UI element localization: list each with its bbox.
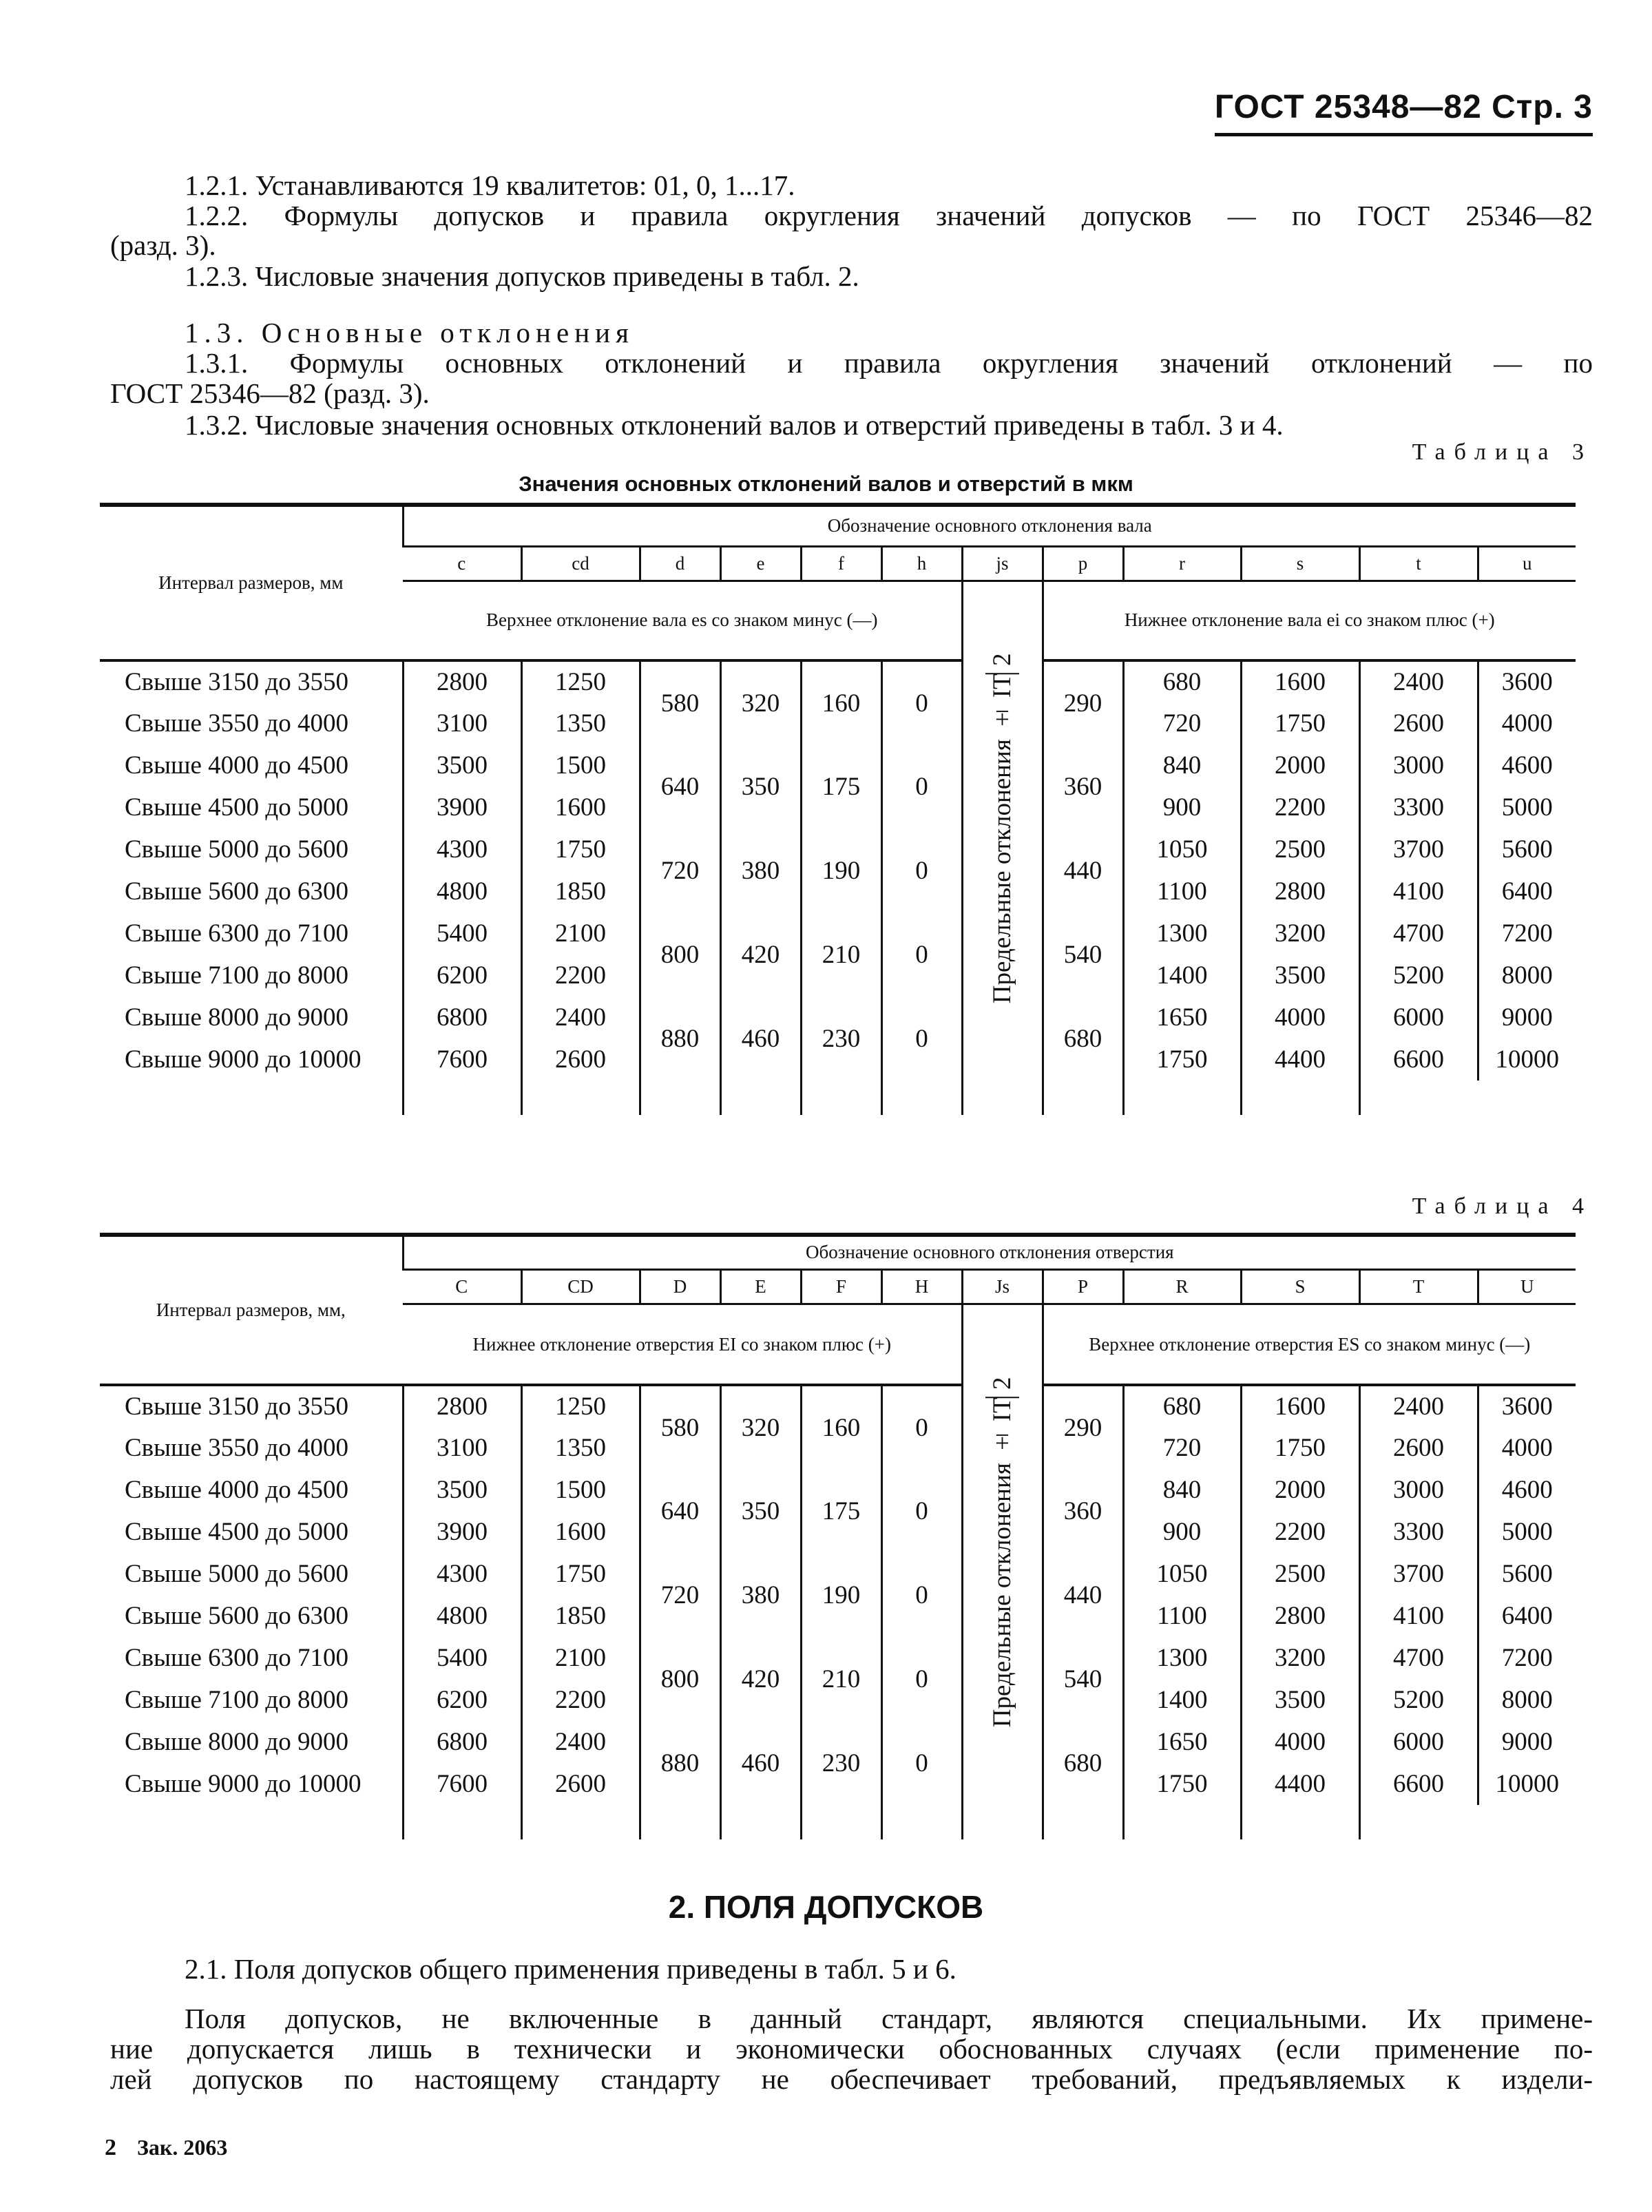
col-T: T: [1359, 1269, 1478, 1304]
paragraph-1-2-2: 1.2.2. Формулы допусков и правила округления значений допусков — по ГОСТ 25346—82: [185, 200, 1593, 231]
spacer-cell: [403, 1805, 521, 1839]
paragraph-1-3-1: 1.3.1. Формулы основных отклонений и правила округления значений отклонений — по: [185, 347, 1593, 379]
r-cell: 1100: [1123, 870, 1241, 912]
d-cell: 800: [640, 912, 720, 997]
p-cell: 290: [1043, 1385, 1123, 1469]
c-cell: 3900: [403, 786, 521, 828]
c-cell: 7600: [403, 1039, 521, 1081]
spacer-cell: [1123, 1805, 1241, 1839]
u-cell: 5600: [1478, 828, 1576, 870]
cd-cell: 2100: [521, 912, 640, 954]
c-cell: 7600: [403, 1763, 521, 1805]
r-cell: 1400: [1123, 954, 1241, 997]
paragraph-2-2-line3: лей допусков по настоящему стандарту не обеспечивает требований, предъявляемых к издели-: [110, 2063, 1593, 2095]
c-cell: 3100: [403, 702, 521, 744]
t-cell: 3700: [1359, 828, 1478, 870]
paragraph-2-1: 2.1. Поля допусков общего применения приведены в табл. 5 и 6.: [185, 1953, 956, 1985]
table-row: [100, 828, 1576, 870]
cd-cell: 1250: [521, 1385, 640, 1427]
f-cell: 230: [801, 1721, 881, 1805]
h-cell: 0: [881, 828, 962, 912]
u-cell: 4600: [1478, 1469, 1576, 1511]
table3-caption: Значения основных отклонений валов и отверстий в мкм: [519, 472, 1133, 496]
p-cell: 360: [1043, 744, 1123, 828]
interval-cell: Свыше 3550 до 4000: [125, 709, 348, 738]
col-cd: cd: [521, 546, 640, 581]
table-row: [100, 997, 1576, 1039]
t-cell: 6000: [1359, 1721, 1478, 1763]
spacer-cell: [801, 1081, 881, 1115]
t-cell: 4700: [1359, 1637, 1478, 1679]
s-cell: 1600: [1241, 1385, 1359, 1427]
t-cell: 2400: [1359, 660, 1478, 702]
spacer-cell: [1359, 1805, 1478, 1839]
e-cell: 420: [720, 912, 801, 997]
t-cell: 3000: [1359, 744, 1478, 786]
spacer-cell: [403, 1081, 521, 1115]
js-text: Предельные отклонения ±: [988, 1428, 1016, 1728]
e-cell: 350: [720, 744, 801, 828]
spacer-cell: [1241, 1805, 1359, 1839]
s-cell: 2800: [1241, 1595, 1359, 1637]
paragraph-1-2-1: 1.2.1. Устанавливаются 19 квалитетов: 01, 0, 1...17.: [185, 169, 795, 201]
cd-cell: 2200: [521, 954, 640, 997]
t-cell: 2600: [1359, 702, 1478, 744]
interval-cell: Свыше 3150 до 3550: [125, 1392, 348, 1421]
spacer-cell: [881, 1081, 962, 1115]
col-t: t: [1359, 546, 1478, 581]
section-2-title: 2. ПОЛЯ ДОПУСКОВ: [668, 1889, 984, 1925]
interval-cell: Свыше 7100 до 8000: [125, 1686, 348, 1714]
spacer-cell: [640, 1805, 720, 1839]
u-cell: 6400: [1478, 870, 1576, 912]
col-r: r: [1123, 546, 1241, 581]
h-cell: 0: [881, 1637, 962, 1721]
f-cell: 160: [801, 660, 881, 744]
c-cell: 4800: [403, 870, 521, 912]
h-cell: 0: [881, 912, 962, 997]
cd-cell: 1750: [521, 1553, 640, 1595]
r-cell: 840: [1123, 1469, 1241, 1511]
cd-cell: 1250: [521, 660, 640, 702]
t-cell: 3000: [1359, 1469, 1478, 1511]
f-cell: 175: [801, 744, 881, 828]
c-cell: 5400: [403, 1637, 521, 1679]
interval-cell: Свыше 6300 до 7100: [125, 1644, 348, 1672]
r-cell: 900: [1123, 1511, 1241, 1553]
cd-cell: 2400: [521, 997, 640, 1039]
table3-label: Таблица 3: [1412, 439, 1593, 465]
cd-cell: 1850: [521, 1595, 640, 1637]
col-C: C: [403, 1269, 521, 1304]
order-number: Зак. 2063: [137, 2135, 228, 2160]
col-H: H: [881, 1269, 962, 1304]
h-cell: 0: [881, 1721, 962, 1805]
c-cell: 2800: [403, 660, 521, 702]
h-cell: 0: [881, 1469, 962, 1553]
r-cell: 1650: [1123, 1721, 1241, 1763]
cd-cell: 1500: [521, 1469, 640, 1511]
u-cell: 4000: [1478, 1427, 1576, 1469]
js-fraction: IT 2: [987, 654, 1017, 698]
t-cell: 3300: [1359, 786, 1478, 828]
s-cell: 2200: [1241, 786, 1359, 828]
col-U: U: [1478, 1269, 1576, 1304]
u-cell: 9000: [1478, 997, 1576, 1039]
c-cell: 6800: [403, 1721, 521, 1763]
t-cell: 4100: [1359, 870, 1478, 912]
col-d: d: [640, 546, 720, 581]
r-cell: 720: [1123, 702, 1241, 744]
cd-cell: 2600: [521, 1763, 640, 1805]
cd-cell: 2400: [521, 1721, 640, 1763]
spacer-cell: [521, 1805, 640, 1839]
col-s: s: [1241, 546, 1359, 581]
d-cell: 720: [640, 828, 720, 912]
table-3: [100, 503, 1576, 1115]
interval-cell: Свыше 9000 до 10000: [125, 1770, 362, 1798]
c-cell: 6200: [403, 1679, 521, 1721]
s-cell: 3200: [1241, 1637, 1359, 1679]
u-cell: 8000: [1478, 954, 1576, 997]
t-cell: 4100: [1359, 1595, 1478, 1637]
spacer-cell: [1043, 1805, 1123, 1839]
spacer-cell: [962, 1081, 1043, 1115]
spacer-cell: [962, 1805, 1043, 1839]
r-cell: 720: [1123, 1427, 1241, 1469]
table-row: [100, 660, 1576, 702]
r-cell: 840: [1123, 744, 1241, 786]
p-cell: 680: [1043, 1721, 1123, 1805]
js-fraction: IT 2: [987, 1377, 1017, 1422]
spacer-cell: [521, 1081, 640, 1115]
c-cell: 3900: [403, 1511, 521, 1553]
col-P: P: [1043, 1269, 1123, 1304]
h-cell: 0: [881, 1385, 962, 1469]
u-cell: 5600: [1478, 1553, 1576, 1595]
interval-cell: Свыше 4500 до 5000: [125, 1518, 348, 1546]
r-cell: 1100: [1123, 1595, 1241, 1637]
col-F: F: [801, 1269, 881, 1304]
d-cell: 640: [640, 744, 720, 828]
f-cell: 230: [801, 997, 881, 1081]
cd-cell: 1600: [521, 1511, 640, 1553]
col-e: e: [720, 546, 801, 581]
col-E: E: [720, 1269, 801, 1304]
table-row: [100, 1553, 1576, 1595]
cd-cell: 1350: [521, 702, 640, 744]
page-header: ГОСТ 25348—82 Стр. 3: [1215, 88, 1593, 136]
page-number: 2: [105, 2135, 116, 2160]
cd-cell: 2600: [521, 1039, 640, 1081]
c-cell: 3500: [403, 744, 521, 786]
f-cell: 175: [801, 1469, 881, 1553]
s-cell: 2000: [1241, 1469, 1359, 1511]
t-cell: 3700: [1359, 1553, 1478, 1595]
interval-cell: Свыше 4000 до 4500: [125, 1476, 348, 1504]
c-cell: 3500: [403, 1469, 521, 1511]
u-cell: 3600: [1478, 1385, 1576, 1427]
p-cell: 440: [1043, 1553, 1123, 1637]
d-cell: 880: [640, 997, 720, 1081]
group-header: Обозначение основного отклонения отверстия: [403, 1235, 1576, 1269]
table-4: [100, 1233, 1576, 1839]
table-row: [100, 1385, 1576, 1427]
interval-cell: Свыше 5600 до 6300: [125, 1602, 348, 1630]
col-p: p: [1043, 546, 1123, 581]
interval-cell: Свыше 3550 до 4000: [125, 1434, 348, 1462]
e-cell: 320: [720, 660, 801, 744]
c-cell: 4300: [403, 828, 521, 870]
f-cell: 190: [801, 828, 881, 912]
t-cell: 2600: [1359, 1427, 1478, 1469]
u-cell: 4000: [1478, 702, 1576, 744]
t-cell: 3300: [1359, 1511, 1478, 1553]
t-cell: 5200: [1359, 1679, 1478, 1721]
cd-cell: 1600: [521, 786, 640, 828]
t-cell: 5200: [1359, 954, 1478, 997]
table-row-spacer: [100, 1805, 1576, 1839]
col-h: h: [881, 546, 962, 581]
r-cell: 1750: [1123, 1763, 1241, 1805]
h-cell: 0: [881, 1553, 962, 1637]
h-cell: 0: [881, 997, 962, 1081]
t-cell: 4700: [1359, 912, 1478, 954]
p-cell: 290: [1043, 660, 1123, 744]
spacer-cell: [881, 1805, 962, 1839]
d-cell: 800: [640, 1637, 720, 1721]
r-cell: 1050: [1123, 828, 1241, 870]
cd-cell: 2200: [521, 1679, 640, 1721]
spacer-cell: [100, 1081, 403, 1115]
s-cell: 2500: [1241, 828, 1359, 870]
col-Js: Js: [962, 1269, 1043, 1304]
f-cell: 210: [801, 912, 881, 997]
s-cell: 4400: [1241, 1039, 1359, 1081]
col-js: js: [962, 546, 1043, 581]
u-cell: 10000: [1478, 1763, 1576, 1805]
p-cell: 540: [1043, 912, 1123, 997]
e-cell: 380: [720, 828, 801, 912]
p-cell: 440: [1043, 828, 1123, 912]
u-cell: 3600: [1478, 660, 1576, 702]
r-cell: 1300: [1123, 1637, 1241, 1679]
r-cell: 680: [1123, 1385, 1241, 1427]
s-cell: 1750: [1241, 702, 1359, 744]
col-f: f: [801, 546, 881, 581]
u-cell: 5000: [1478, 1511, 1576, 1553]
lower-deviation-note: Нижнее отклонение вала ei со знаком плюс (+): [1043, 581, 1576, 660]
s-cell: 4000: [1241, 1721, 1359, 1763]
e-cell: 460: [720, 997, 801, 1081]
interval-cell: Свыше 8000 до 9000: [125, 1728, 348, 1756]
lower-deviation-note: Верхнее отклонение отверстия ES со знаком минус (—): [1043, 1304, 1576, 1385]
js-column: [962, 1304, 1043, 1805]
s-cell: 4000: [1241, 997, 1359, 1039]
s-cell: 2000: [1241, 744, 1359, 786]
paragraph-1-3-1-cont: ГОСТ 25346—82 (разд. 3).: [110, 377, 430, 409]
s-cell: 2500: [1241, 1553, 1359, 1595]
cd-cell: 1850: [521, 870, 640, 912]
interval-cell: Свыше 3150 до 3550: [125, 668, 348, 696]
interval-header: Интервал размеров, мм,: [100, 1235, 403, 1385]
cd-cell: 1350: [521, 1427, 640, 1469]
r-cell: 680: [1123, 660, 1241, 702]
interval-cell: Свыше 4500 до 5000: [125, 793, 348, 822]
u-cell: 5000: [1478, 786, 1576, 828]
u-cell: 10000: [1478, 1039, 1576, 1081]
u-cell: 7200: [1478, 912, 1576, 954]
r-cell: 1750: [1123, 1039, 1241, 1081]
p-cell: 360: [1043, 1469, 1123, 1553]
c-cell: 4300: [403, 1553, 521, 1595]
interval-cell: Свыше 4000 до 4500: [125, 751, 348, 780]
h-cell: 0: [881, 744, 962, 828]
u-cell: 4600: [1478, 744, 1576, 786]
col-D: D: [640, 1269, 720, 1304]
interval-cell: Свыше 7100 до 8000: [125, 961, 348, 990]
table-row: [100, 1469, 1576, 1511]
table-row: [100, 912, 1576, 954]
col-u: u: [1478, 546, 1576, 581]
u-cell: 6400: [1478, 1595, 1576, 1637]
r-cell: 1400: [1123, 1679, 1241, 1721]
s-cell: 2800: [1241, 870, 1359, 912]
d-cell: 880: [640, 1721, 720, 1805]
interval-cell: Свыше 6300 до 7100: [125, 919, 348, 948]
e-cell: 380: [720, 1553, 801, 1637]
upper-deviation-note: Верхнее отклонение вала es со знаком минус (—): [403, 581, 962, 660]
t-cell: 6600: [1359, 1763, 1478, 1805]
t-cell: 6600: [1359, 1039, 1478, 1081]
js-column: [962, 581, 1043, 1081]
s-cell: 1750: [1241, 1427, 1359, 1469]
col-c: c: [403, 546, 521, 581]
r-cell: 1050: [1123, 1553, 1241, 1595]
js-text: Предельные отклонения ±: [988, 705, 1016, 1004]
c-cell: 4800: [403, 1595, 521, 1637]
interval-cell: Свыше 8000 до 9000: [125, 1003, 348, 1032]
c-cell: 6800: [403, 997, 521, 1039]
s-cell: 3500: [1241, 954, 1359, 997]
f-cell: 190: [801, 1553, 881, 1637]
spacer-cell: [100, 1805, 403, 1839]
spacer-cell: [720, 1805, 801, 1839]
u-cell: 8000: [1478, 1679, 1576, 1721]
c-cell: 6200: [403, 954, 521, 997]
page-footer: [105, 2135, 227, 2161]
cd-cell: 2100: [521, 1637, 640, 1679]
paragraph-1-3-2: 1.3.2. Числовые значения основных отклонений валов и отверстий приведены в табл. 3 и 4.: [185, 409, 1284, 441]
c-cell: 2800: [403, 1385, 521, 1427]
h-cell: 0: [881, 660, 962, 744]
table4-label: Таблица 4: [1412, 1193, 1593, 1219]
cd-cell: 1500: [521, 744, 640, 786]
u-cell: 9000: [1478, 1721, 1576, 1763]
cd-cell: 1750: [521, 828, 640, 870]
t-cell: 6000: [1359, 997, 1478, 1039]
e-cell: 320: [720, 1385, 801, 1469]
d-cell: 720: [640, 1553, 720, 1637]
spacer-cell: [1123, 1081, 1241, 1115]
col-R: R: [1123, 1269, 1241, 1304]
e-cell: 420: [720, 1637, 801, 1721]
p-cell: 540: [1043, 1637, 1123, 1721]
s-cell: 2200: [1241, 1511, 1359, 1553]
spacer-cell: [720, 1081, 801, 1115]
s-cell: 3500: [1241, 1679, 1359, 1721]
spacer-cell: [1043, 1081, 1123, 1115]
table-row: [100, 1721, 1576, 1763]
interval-header: Интервал размеров, мм: [100, 505, 403, 660]
table-row: [100, 744, 1576, 786]
u-cell: 7200: [1478, 1637, 1576, 1679]
table-row-spacer: [100, 1081, 1576, 1115]
spacer-cell: [640, 1081, 720, 1115]
c-cell: 5400: [403, 912, 521, 954]
spacer-cell: [801, 1805, 881, 1839]
r-cell: 900: [1123, 786, 1241, 828]
upper-deviation-note: Нижнее отклонение отверстия EI со знаком плюс (+): [403, 1304, 962, 1385]
s-cell: 1600: [1241, 660, 1359, 702]
paragraph-2-2-line1: Поля допусков, не включенные в данный стандарт, являются специальными. Их примене-: [185, 2003, 1593, 2034]
r-cell: 1650: [1123, 997, 1241, 1039]
d-cell: 580: [640, 1385, 720, 1469]
group-header: Обозначение основного отклонения вала: [403, 505, 1576, 546]
c-cell: 3100: [403, 1427, 521, 1469]
p-cell: 680: [1043, 997, 1123, 1081]
interval-cell: Свыше 5000 до 5600: [125, 835, 348, 864]
r-cell: 1300: [1123, 912, 1241, 954]
col-S: S: [1241, 1269, 1359, 1304]
paragraph-2-2-line2: ние допускается лишь в технически и экономически обоснованных случаях (если применение по-: [110, 2033, 1593, 2065]
e-cell: 460: [720, 1721, 801, 1805]
paragraph-1-2-3: 1.2.3. Числовые значения допусков приведены в табл. 2.: [185, 260, 859, 292]
s-cell: 3200: [1241, 912, 1359, 954]
interval-cell: Свыше 5000 до 5600: [125, 1560, 348, 1588]
s-cell: 4400: [1241, 1763, 1359, 1805]
e-cell: 350: [720, 1469, 801, 1553]
d-cell: 580: [640, 660, 720, 744]
col-CD: CD: [521, 1269, 640, 1304]
d-cell: 640: [640, 1469, 720, 1553]
interval-cell: Свыше 5600 до 6300: [125, 877, 348, 906]
f-cell: 160: [801, 1385, 881, 1469]
spacer-cell: [1241, 1081, 1359, 1115]
spacer-cell: [1359, 1081, 1478, 1115]
f-cell: 210: [801, 1637, 881, 1721]
table-row: [100, 1637, 1576, 1679]
t-cell: 2400: [1359, 1385, 1478, 1427]
interval-cell: Свыше 9000 до 10000: [125, 1045, 362, 1074]
paragraph-1-2-2-cont: (разд. 3).: [110, 229, 216, 261]
subsection-1-3-title: 1.3. Основные отклонения: [185, 317, 634, 348]
